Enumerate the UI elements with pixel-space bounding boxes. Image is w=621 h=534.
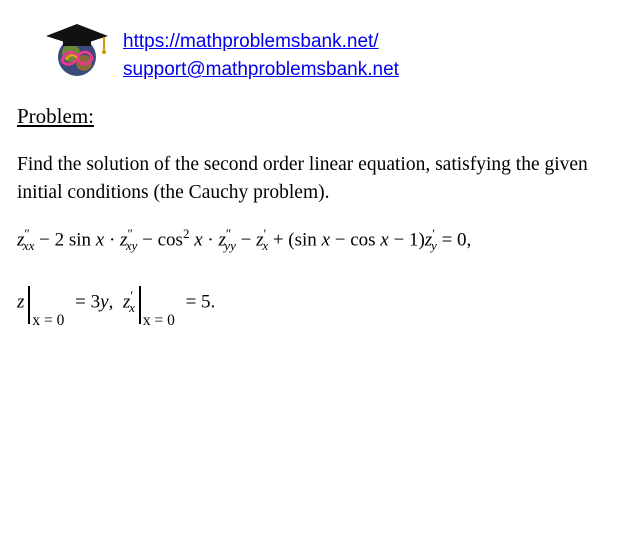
support-email-link[interactable]: support@mathproblemsbank.net xyxy=(123,59,399,80)
evaluation-bar xyxy=(28,286,30,324)
condition-2-value: = 5. xyxy=(185,291,216,313)
condition-1-value: = 3y, xyxy=(75,291,114,313)
evaluation-bar xyxy=(139,286,141,324)
problem-statement: Find the solution of the second order linear equation, satisfying the given initial conditions (the Cauchy problem). xyxy=(17,154,588,203)
site-url-link[interactable]: https://mathproblemsbank.net/ xyxy=(123,31,379,52)
site-logo-icon xyxy=(44,20,110,80)
condition-2-point: x = 0 xyxy=(142,312,175,330)
differential-equation: $z''_{xx} - 2$ $\sin x \cdot z''_{xy} - \cos^2 x \cdot z''_{yy} - z'_x + (\sin$ $x - \cos x - 1)z'_y = 0$, xyxy=(17,226,472,254)
condition-1-function: z xyxy=(17,291,25,313)
header-links xyxy=(123,28,399,84)
initial-conditions: zx = 0 = 3y, $z'_xx = 0 = 5$. xyxy=(17,284,215,334)
problem-heading: Problem: xyxy=(17,104,94,128)
condition-1-point: x = 0 xyxy=(32,312,65,330)
